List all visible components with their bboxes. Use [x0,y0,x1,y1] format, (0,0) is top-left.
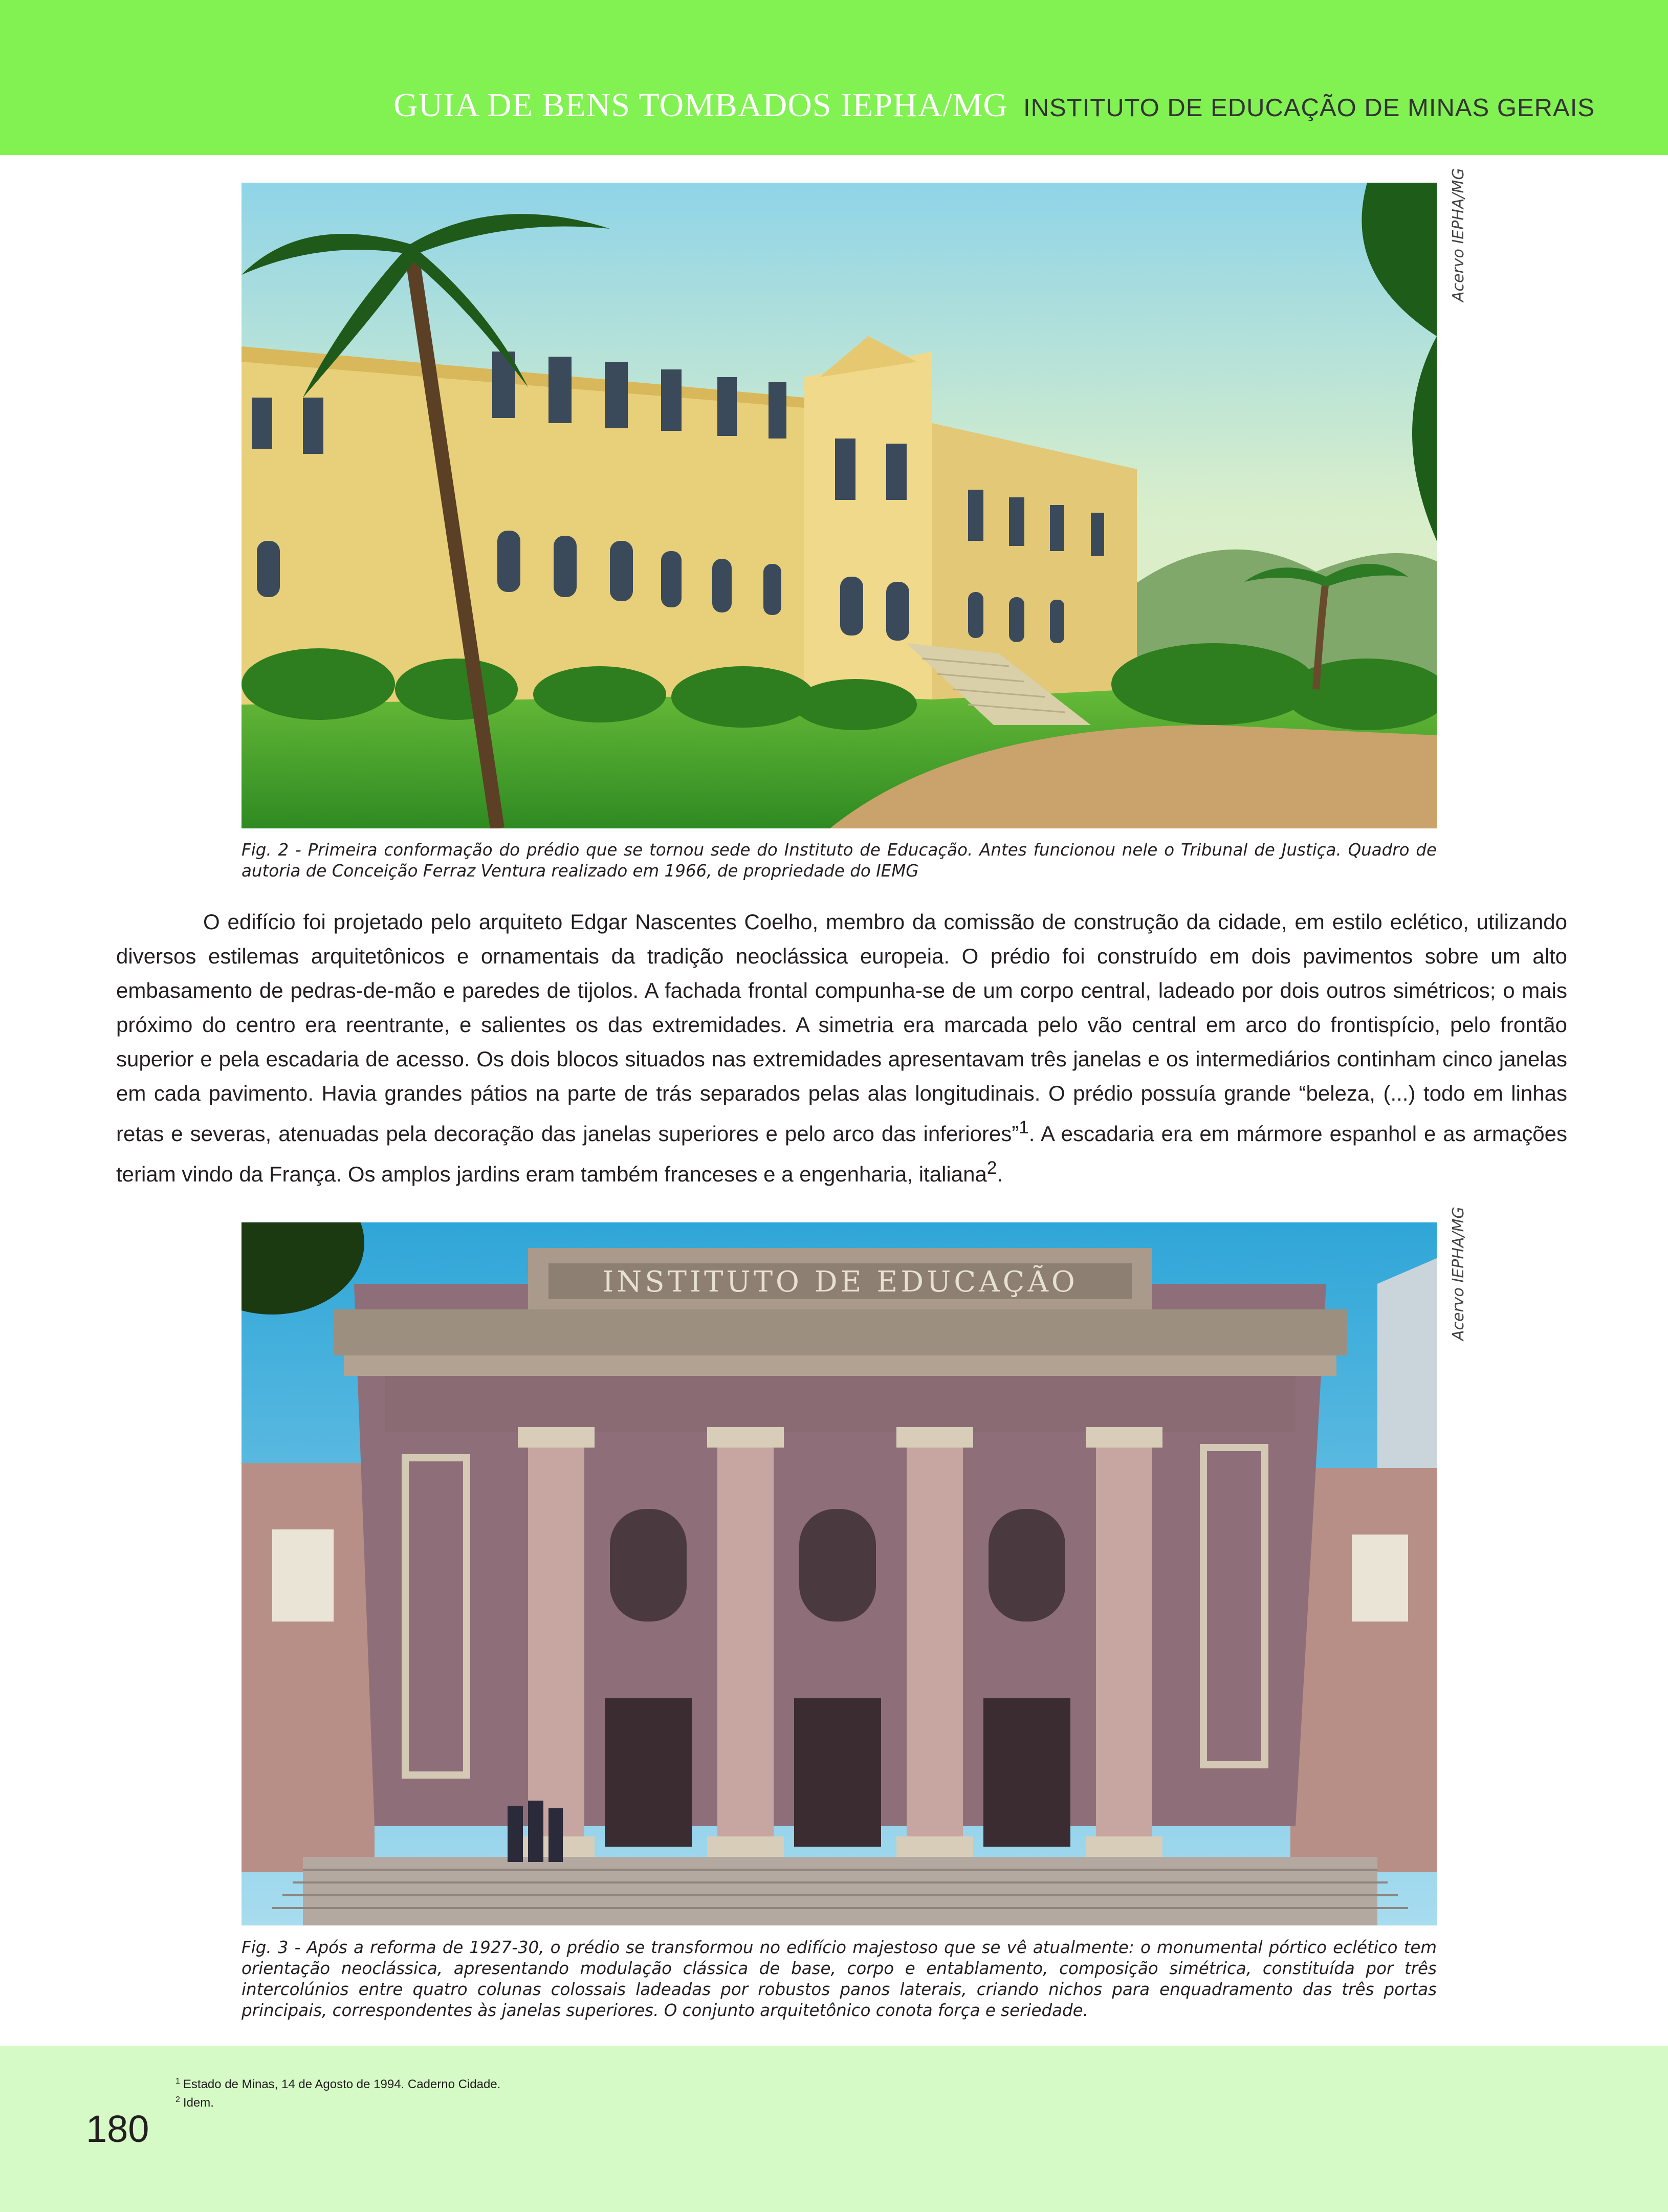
figure-caption: Fig. 2 - Primeira conformação do prédio que se tornou sede do Instituto de Educação. Antes funcionou nele o Tribunal de Justiça. Quadro de autoria de Conceição Ferraz Ventura realizado em 1966, de propriedade do IEMG [242,840,1437,881]
footnote-ref-2: 2 [986,1158,997,1178]
photo-credit: Acervo IEPHA/MG [1450,168,1467,302]
header-title: GUIA DE BENS TOMBADOS IEPHA/MG [393,86,1008,124]
inscription-text: INSTITUTO DE EDUCAÇÃO [602,1265,1078,1299]
building-photo [242,1222,1437,1925]
figure-caption: Fig. 3 - Após a reforma de 1927-30, o prédio se transformou no edifício majestoso que se vê atualmente: o monumental pórtico eclético tem orientação neoclássica, apresentando modulação clássica de base, corpo e entablamento, composição simétrica, constituída por três intercolúnios entre quatro colunas colossais ladeadas por robustos panos laterais, criando nichos para enquadramento das três portas principais, correspondentes às janelas superiores. O conjunto arquitetônico conota força e seriedade. [242,1938,1437,2020]
footnote-2: $^2$ Idem. [175,2095,214,2110]
body-text-end: . [997,1162,1003,1186]
painting-image [242,183,1437,828]
body-text-main: O edifício foi projetado pelo arquiteto Edgar Nascentes Coelho, membro da comissão de construção da cidade, em estilo eclético, utilizando diversos estilemas arquitetônicos e ornamentais da tradição neoclássica europeia. O prédio foi construído em dois pavimentos sobre um alto embasamento de pedras-de-mão e paredes de tijolos. A fachada frontal compunha-se de um corpo central, ladeado por dois outros simétricos; o mais próximo do centro era reentrante, e salientes os das extremidades. A simetria era marcada pelo vão central em arco do frontispício, pelo frontão superior e pela escadaria de acesso. Os dois blocos situados nas extremidades apresentavam três janelas e os intermediários continham cinco janelas em cada pavimento. Havia grandes pátios na parte de trás separados pelas alas longitudinais. O prédio possuía grande “beleza, (...) todo em linhas retas e severas, atenuadas pela decoração das janelas superiores e pelo arco das inferiores” [116,910,1567,1146]
header-subtitle: INSTITUTO DE EDUCAÇÃO DE MINAS GERAIS [1023,94,1595,122]
page-number: 180 [86,2108,149,2150]
footnotes [175,2074,500,2111]
header-band [0,0,1668,155]
running-header [393,86,1595,125]
photo-credit: Acervo IEPHA/MG [1450,1207,1467,1341]
footer-band [0,2046,1668,2212]
body-text-cont: . A escadaria era em mármore espanhol e as armações teriam vindo da França. Os amplos jardins eram também franceses e a engenharia, italiana [116,1122,1567,1186]
body-paragraph [116,905,1567,1191]
footnote-ref-1: 1 [1019,1118,1029,1137]
footnote-1: $^1$ Estado de Minas, 14 de Agosto de 1994. Caderno Cidade. [175,2077,501,2091]
